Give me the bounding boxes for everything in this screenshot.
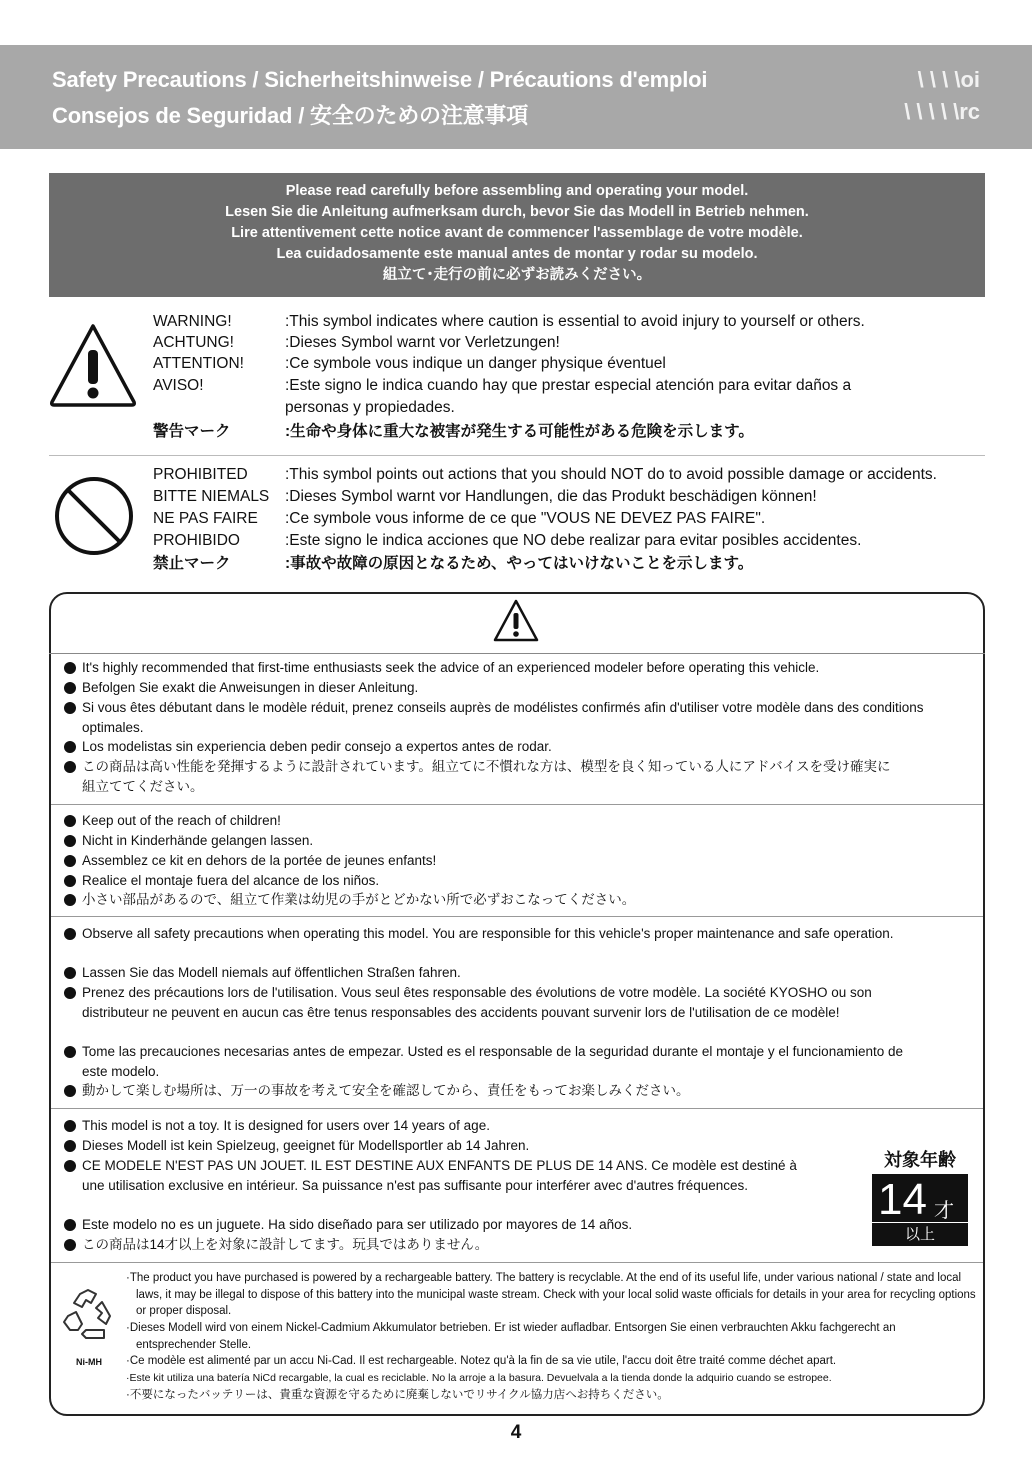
prohibited-desc-de: :Dieses Symbol warnt vor Handlungen, die das Produkt beschädigen können! bbox=[285, 488, 817, 505]
list-item: Los modelistas sin experiencia deben pedir consejo a expertos antes de rodar. bbox=[64, 737, 944, 757]
warning-label-fr: ATTENTION! bbox=[153, 355, 244, 372]
prohibited-label-es: PROHIBIDO bbox=[153, 532, 240, 549]
recycle-item: ·Este kit utiliza una batería NiCd recargable, la cual es reciclable. No la arroje a la basura. Devuelvala a la tienda donde la adquirio cuando se estropee. bbox=[126, 1372, 832, 1384]
recycle-item: ·Ce modèle est alimenté par un accu Ni-Cad. Il est rechargeable. Notez qu'à la fin de sa vie utile, l'accu doit être traité comme déchet apart. bbox=[126, 1355, 837, 1367]
warning-desc-en: :This symbol indicates where caution is essential to avoid injury to yourself or others. bbox=[285, 313, 865, 330]
header-ghost-text-2: \ \ \ \ \rc bbox=[904, 99, 980, 124]
warning-triangle-icon bbox=[48, 320, 138, 413]
list-item: 小さい部品があるので、組立て作業は幼児の手がとどかない所で必ずおこなってください。 bbox=[64, 890, 944, 910]
list-item: Befolgen Sie exakt die Anweisungen in dieser Anleitung. bbox=[64, 678, 944, 698]
prohibited-desc-es: :Este signo le indica acciones que NO debe realizar para evitar posibles accidentes. bbox=[285, 532, 862, 549]
age-unit: 才 bbox=[934, 1200, 954, 1222]
list-item: Realice el montaje fuera del alcance de los niños. bbox=[64, 871, 944, 891]
group-divider bbox=[51, 1108, 983, 1109]
warning-desc-fr: :Ce symbole vous indique un danger physique éventuel bbox=[285, 355, 666, 372]
prohibited-desc-en: :This symbol points out actions that you should NOT do to avoid possible damage or accidents. bbox=[285, 466, 937, 483]
age-suffix: 以上 bbox=[872, 1222, 968, 1244]
prohibited-desc-fr: :Ce symbole vous informe de ce que "VOUS NE DEVEZ PAS FAIRE". bbox=[285, 510, 766, 527]
prohibited-label-fr: NE PAS FAIRE bbox=[153, 510, 258, 527]
header-title-line-2: Consejos de Seguridad / 安全のための注意事項 bbox=[52, 103, 529, 128]
caution-triangle-icon bbox=[492, 598, 540, 649]
age-number: 14 bbox=[878, 1175, 927, 1224]
list-item: Si vous êtes débutant dans le modèle réduit, prenez conseils auprès de modélistes confirmés afin d'utiliser votre modèle dans des conditions optimales. bbox=[64, 698, 944, 737]
symbol-divider bbox=[49, 455, 985, 456]
battery-type-label: Ni-MH bbox=[76, 1357, 102, 1367]
warning-desc-es: :Este signo le indica cuando hay que prestar especial atención para evitar daños a bbox=[285, 377, 852, 394]
warning-desc-de: :Dieses Symbol warnt vor Verletzungen! bbox=[285, 334, 560, 351]
warning-desc-es-cont: personas y propiedades. bbox=[285, 399, 455, 416]
notice-line-jp: 組立て･走行の前に必ずお読みください。 bbox=[382, 267, 652, 283]
age-badge bbox=[872, 1174, 968, 1246]
recycle-item: ·The product you have purchased is powered by a rechargeable battery. The battery is recyclable. At the end of its useful life, under various national / state and local laws, it may be illegal to dispose of this battery into the municipal waste stream. Check with your local solid waste officials for details in your area for recycling options or proper disposal. bbox=[126, 1272, 976, 1318]
prohibited-desc-jp: :事故や故障の原因となるため、やってはいけないことを示します。 bbox=[285, 555, 754, 572]
list-item: CE MODELE N'EST PAS UN JOUET. IL EST DESTINE AUX ENFANTS DE PLUS DE 14 ANS. Ce modèle est destiné à une utilisation exclusive en intérieur. Sa puissance n'est pas suffisante pour interférer avec d'autres fréquences. bbox=[64, 1156, 804, 1195]
prohibited-label-en: PROHIBITED bbox=[153, 466, 248, 483]
list-item: Nicht in Kinderhände gelangen lassen. bbox=[64, 831, 944, 851]
prohibited-label-de: BITTE NIEMALS bbox=[153, 488, 270, 505]
list-item: この商品は14才以上を対象に設計してます。玩具ではありません。 bbox=[64, 1235, 944, 1255]
notice-line-es: Lea cuidadosamente este manual antes de montar y rodar su modelo. bbox=[276, 246, 758, 262]
group-divider bbox=[51, 804, 983, 805]
age-title: 対象年齢 bbox=[884, 1150, 956, 1170]
page-number: 4 bbox=[510, 1422, 522, 1443]
list-item: This model is not a toy. It is designed for users over 14 years of age. bbox=[64, 1116, 944, 1136]
prohibited-circle-icon bbox=[52, 474, 136, 563]
list-item: Este modelo no es un juguete. Ha sido diseñado para ser utilizado por mayores de 14 años. bbox=[64, 1215, 944, 1235]
group-divider bbox=[51, 916, 983, 917]
header-banner bbox=[0, 45, 1032, 149]
header-title-line-1: Safety Precautions / Sicherheitshinweise / Précautions d'emploi bbox=[52, 67, 708, 92]
list-item: Observe all safety precautions when operating this model. You are responsible for this vehicle's proper maintenance and safe operation. bbox=[64, 924, 944, 944]
recycle-item: ·不要になったバッテリーは、貴重な資源を守るために廃棄しないでリサイクル協力店へお持ちください。 bbox=[126, 1389, 669, 1401]
warning-label-es: AVISO! bbox=[153, 377, 204, 394]
recycle-item: ·Dieses Modell wird von einem Nickel-Cadmium Akkumulator betrieben. Er ist wieder aufladbar. Entsorgen Sie einen verbrauchten Akku fachgerecht an entsprechender Stelle. bbox=[126, 1322, 896, 1351]
warning-label-jp: 警告マーク bbox=[153, 423, 231, 440]
list-item: 動かして楽しむ場所は、万一の事故を考えて安全を確認してから、責任をもってお楽しみください。 bbox=[64, 1081, 944, 1101]
warning-label-de: ACHTUNG! bbox=[153, 334, 234, 351]
list-item: Dieses Modell ist kein Spielzeug, geeignet für Modellsportler ab 14 Jahren. bbox=[64, 1136, 944, 1156]
notice-line-fr: Lire attentivement cette notice avant de commencer l'assemblage de votre modèle. bbox=[231, 225, 803, 241]
group-divider bbox=[51, 1262, 983, 1263]
list-item: Assemblez ce kit en dehors de la portée de jeunes enfants! bbox=[64, 851, 944, 871]
prohibited-label-jp: 禁止マーク bbox=[153, 555, 231, 572]
list-item: It's highly recommended that first-time enthusiasts seek the advice of an experienced modeler before operating this vehicle. bbox=[64, 658, 944, 678]
list-item: この商品は高い性能を発揮するように設計されています。組立てに不慣れな方は、模型を良く知っている人にアドバイスを受け確実に組立ててください。 bbox=[64, 757, 944, 796]
list-item: Keep out of the reach of children! bbox=[64, 811, 944, 831]
panel-header-divider bbox=[49, 653, 985, 654]
list-item: Prenez des précautions lors de l'utilisation. Vous seul êtes responsable des évolutions de votre modèle. La société KYOSHO ou son distributeur ne peuvent en aucun cas être tenus responsables des accidents pouvant survenir lors de l'utilisation de ce modèle! bbox=[64, 983, 944, 1022]
list-item: Tome las precauciones necesarias antes de empezar. Usted es el responsable de la seguridad durante el montaje y el funcionamiento de este modelo. bbox=[64, 1042, 944, 1081]
notice-line-de: Lesen Sie die Anleitung aufmerksam durch, bevor Sie das Modell in Betrieb nehmen. bbox=[225, 204, 809, 220]
warning-desc-jp: :生命や身体に重大な被害が発生する可能性がある危険を示します。 bbox=[285, 423, 754, 440]
header-ghost-text-1: \ \ \ \oi bbox=[917, 67, 980, 92]
recycle-icon bbox=[58, 1286, 120, 1349]
notice-line-en: Please read carefully before assembling and operating your model. bbox=[285, 183, 749, 199]
warning-label-en: WARNING! bbox=[153, 313, 232, 330]
read-carefully-notice bbox=[49, 173, 985, 297]
list-item: Lassen Sie das Modell niemals auf öffentlichen Straßen fahren. bbox=[64, 963, 944, 983]
